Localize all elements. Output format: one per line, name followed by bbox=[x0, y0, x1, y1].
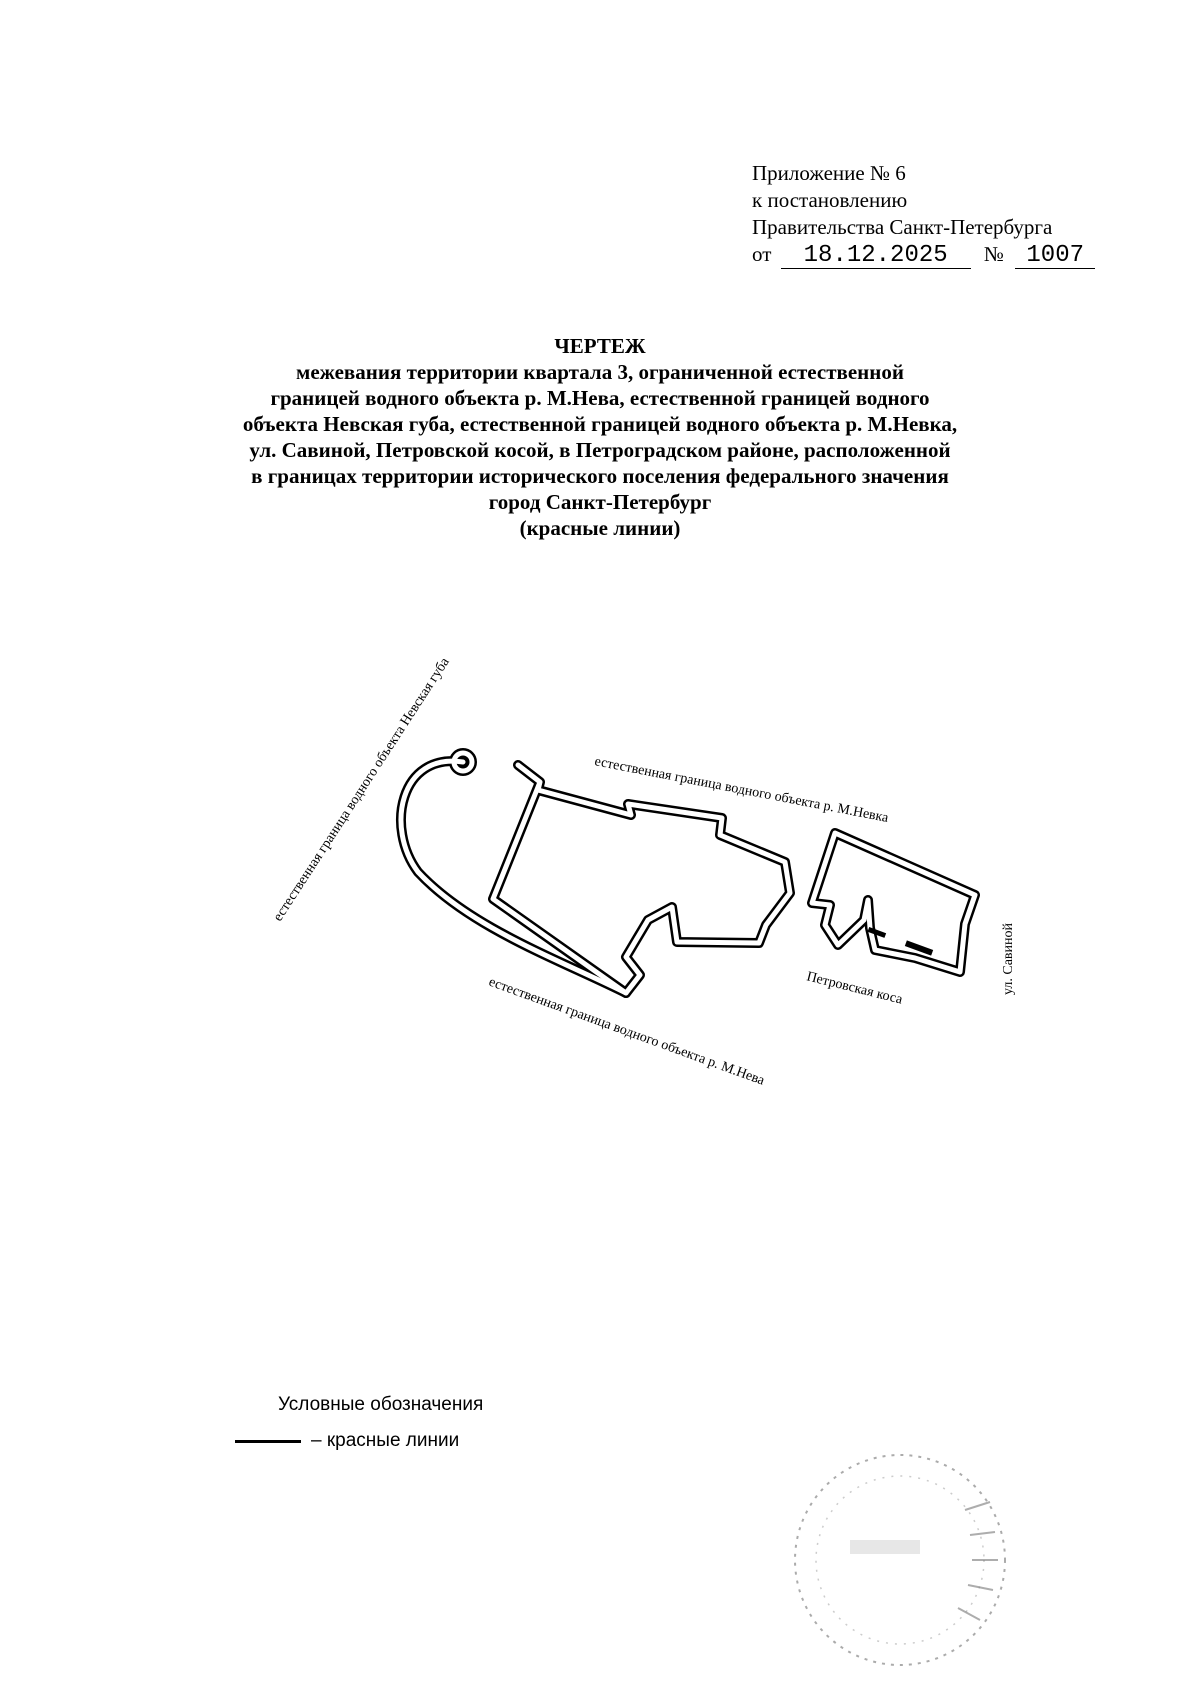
number-prefix: № bbox=[983, 242, 1004, 266]
title-line: объекта Невская губа, естественной границей водного объекта р. М.Невка, bbox=[242, 412, 958, 436]
label-m-nevka: естественная граница водного объекта р. М.Невка bbox=[593, 754, 890, 826]
legend-red-lines bbox=[235, 1430, 459, 1452]
title-line: границей водного объекта р. М.Нева, естественной границей водного bbox=[270, 386, 930, 410]
title-line: (красные линии) bbox=[519, 516, 681, 540]
date-value: 18.12.2025 bbox=[781, 244, 971, 269]
label-petrovskaya-kosa: Петровская коса bbox=[805, 969, 904, 1008]
official-seal bbox=[780, 1440, 1020, 1680]
appendix-resolution: к постановлению bbox=[752, 188, 908, 212]
title-line: ул. Савиной, Петровской косой, в Петроградском районе, расположенной bbox=[249, 438, 951, 462]
date-prefix: от bbox=[752, 242, 772, 266]
legend-title: Условные обозначения bbox=[278, 1394, 484, 1415]
number-value: 1007 bbox=[1015, 244, 1095, 269]
appendix-government: Правительства Санкт-Петербурга bbox=[752, 215, 1053, 239]
red-lines bbox=[401, 753, 975, 993]
label-nevskaya-guba: естественная граница водного объекта Невская губа bbox=[270, 655, 453, 925]
title-heading: ЧЕРТЕЖ bbox=[554, 334, 646, 358]
label-m-neva: естественная граница водного объекта р. М.Нева bbox=[486, 974, 767, 1089]
label-ul-savinoy: ул. Савиной bbox=[1001, 922, 1016, 995]
title-line: город Санкт-Петербург bbox=[488, 490, 712, 514]
title-line: межевания территории квартала 3, ограниченной естественной bbox=[296, 360, 904, 384]
title-line: в границах территории исторического поселения федерального значения bbox=[251, 464, 949, 488]
legend-red-lines-label: – красные линии bbox=[311, 1430, 460, 1451]
appendix-number: Приложение № 6 bbox=[752, 161, 906, 185]
red-line-sample bbox=[235, 1440, 301, 1443]
